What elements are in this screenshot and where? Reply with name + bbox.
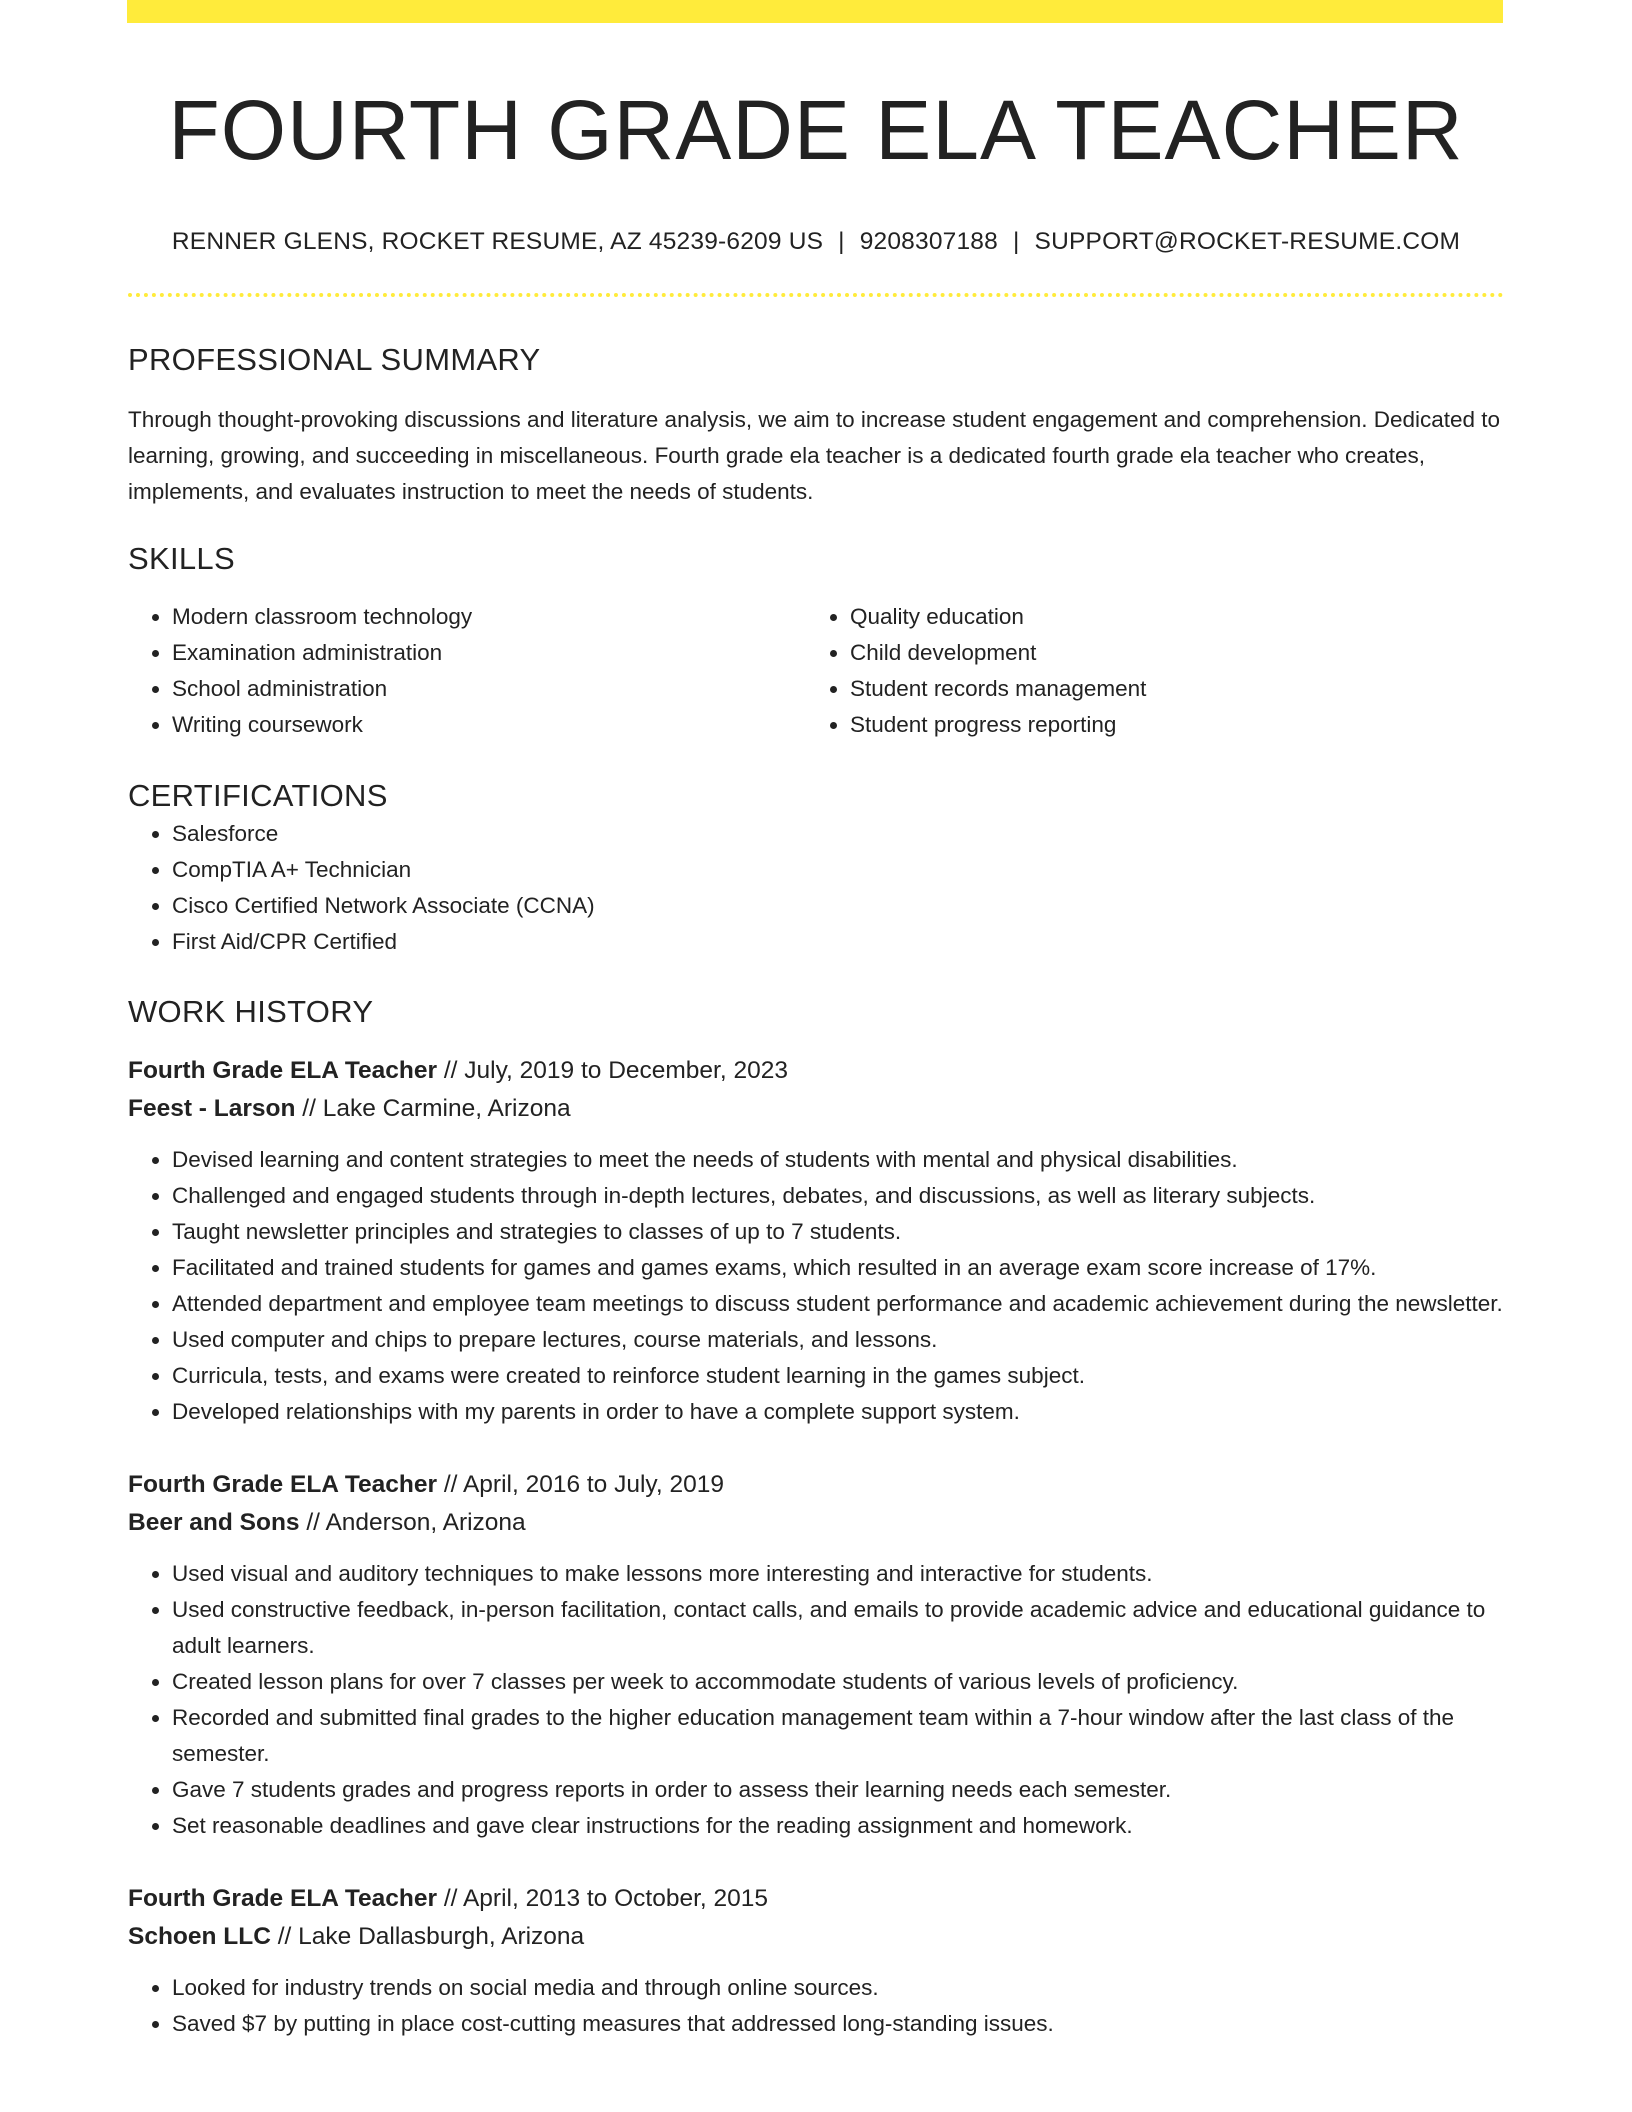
skill-item: • Quality education bbox=[850, 599, 1484, 635]
certifications-list bbox=[128, 816, 1504, 960]
job-bullet: • Used visual and auditory techniques to make lessons more interesting and interactive for students. bbox=[172, 1556, 1504, 1592]
job-divider: // bbox=[277, 1923, 292, 1950]
job-dates: April, 2013 to October, 2015 bbox=[462, 1885, 769, 1912]
certification-item: • CompTIA A+ Technician bbox=[172, 852, 1504, 888]
contact-address: RENNER GLENS, ROCKET RESUME, AZ 45239-6209 US bbox=[171, 228, 824, 255]
section-title-summary: PROFESSIONAL SUMMARY bbox=[128, 342, 541, 377]
job-bullet: • Taught newsletter principles and strategies to classes of up to 7 students. bbox=[172, 1214, 1504, 1250]
certification-item: • Cisco Certified Network Associate (CCNA) bbox=[172, 888, 1504, 924]
resume-title: FOURTH GRADE ELA TEACHER bbox=[168, 83, 1464, 177]
job-bullet: • Attended department and employee team meetings to discuss student performance and academic achievement during the newsletter. bbox=[172, 1286, 1504, 1322]
job-bullet: • Facilitated and trained students for games and games exams, which resulted in an average exam score increase of 17%. bbox=[172, 1250, 1504, 1286]
section-title-certifications: CERTIFICATIONS bbox=[128, 778, 388, 813]
job-bullet: • Recorded and submitted final grades to the higher education management team within a 7-hour window after the last class of the semester. bbox=[172, 1700, 1504, 1772]
skill-item: • Examination administration bbox=[172, 635, 806, 671]
skills-column-left bbox=[128, 599, 806, 743]
job-company: Beer and Sons bbox=[128, 1509, 300, 1536]
job-title-line bbox=[128, 1466, 1504, 1504]
job-dates: April, 2016 to July, 2019 bbox=[462, 1471, 724, 1498]
job-entry bbox=[128, 1466, 1504, 1844]
job-entry bbox=[128, 1880, 1504, 2042]
certification-item: • Salesforce bbox=[172, 816, 1504, 852]
job-bullet: • Devised learning and content strategies to meet the needs of students with mental and physical disabilities. bbox=[172, 1142, 1504, 1178]
skill-item: • Writing coursework bbox=[172, 707, 806, 743]
job-bullet: • Gave 7 students grades and progress reports in order to assess their learning needs each semester. bbox=[172, 1772, 1504, 1808]
resume-content bbox=[128, 0, 1504, 2042]
job-divider: // bbox=[306, 1509, 320, 1536]
job-divider: // bbox=[443, 1057, 458, 1084]
job-company-line bbox=[128, 1504, 1504, 1542]
job-entry bbox=[128, 1052, 1504, 1430]
job-location: Lake Carmine, Arizona bbox=[322, 1095, 571, 1122]
skill-item: • Modern classroom technology bbox=[172, 599, 806, 635]
job-location: Anderson, Arizona bbox=[325, 1509, 526, 1536]
contact-line bbox=[128, 226, 1504, 258]
skill-item: • Student records management bbox=[850, 671, 1484, 707]
contact-phone: 9208307188 bbox=[859, 228, 998, 255]
job-bullet: • Used constructive feedback, in-person facilitation, contact calls, and emails to provide academic advice and educational guidance to adult learners. bbox=[172, 1592, 1504, 1664]
skills-column-right bbox=[806, 599, 1484, 743]
dotted-divider bbox=[128, 293, 1504, 297]
job-bullets bbox=[128, 1142, 1504, 1430]
contact-separator: | bbox=[1012, 228, 1020, 255]
skills-list bbox=[128, 599, 1504, 743]
job-divider: // bbox=[443, 1885, 458, 1912]
job-company: Feest - Larson bbox=[128, 1095, 296, 1122]
job-role: Fourth Grade ELA Teacher bbox=[128, 1471, 438, 1498]
certification-item: • First Aid/CPR Certified bbox=[172, 924, 1504, 960]
job-role: Fourth Grade ELA Teacher bbox=[128, 1885, 438, 1912]
contact-separator: | bbox=[838, 228, 845, 255]
job-dates: July, 2019 to December, 2023 bbox=[464, 1057, 788, 1084]
job-company: Schoen LLC bbox=[128, 1923, 271, 1950]
job-bullets bbox=[128, 1970, 1504, 2042]
job-divider: // bbox=[302, 1095, 316, 1122]
job-divider: // bbox=[443, 1471, 458, 1498]
skill-item: • Child development bbox=[850, 635, 1484, 671]
job-bullet: • Set reasonable deadlines and gave clear instructions for the reading assignment and homework. bbox=[172, 1808, 1504, 1844]
job-company-line bbox=[128, 1090, 1504, 1128]
summary-text: Through thought-provoking discussions and literature analysis, we aim to increase student engagement and comprehension. Dedicated to learning, growing, and succeeding in miscellaneous. Fourth grade ela teacher is a dedicated fourth grade ela teacher who creates, implements, and evaluates instruction to meet the needs of students. bbox=[128, 407, 1501, 504]
job-company-line bbox=[128, 1918, 1504, 1956]
skill-item: • School administration bbox=[172, 671, 806, 707]
job-bullets bbox=[128, 1556, 1504, 1844]
job-bullet: • Used computer and chips to prepare lectures, course materials, and lessons. bbox=[172, 1322, 1504, 1358]
contact-email: SUPPORT@ROCKET-RESUME.COM bbox=[1034, 228, 1461, 255]
job-bullet: • Saved $7 by putting in place cost-cutting measures that addressed long-standing issues. bbox=[172, 2006, 1504, 2042]
job-location: Lake Dallasburgh, Arizona bbox=[298, 1923, 585, 1950]
job-bullet: • Looked for industry trends on social media and through online sources. bbox=[172, 1970, 1504, 2006]
skill-item: • Student progress reporting bbox=[850, 707, 1484, 743]
job-bullet: • Developed relationships with my parents in order to have a complete support system. bbox=[172, 1394, 1504, 1430]
job-bullet: • Challenged and engaged students through in-depth lectures, debates, and discussions, as well as literary subjects. bbox=[172, 1178, 1504, 1214]
job-role: Fourth Grade ELA Teacher bbox=[128, 1057, 438, 1084]
job-bullet: • Created lesson plans for over 7 classes per week to accommodate students of various levels of proficiency. bbox=[172, 1664, 1504, 1700]
job-title-line bbox=[128, 1880, 1504, 1918]
job-bullet: • Curricula, tests, and exams were created to reinforce student learning in the games subject. bbox=[172, 1358, 1504, 1394]
section-title-skills: SKILLS bbox=[128, 541, 235, 576]
job-title-line bbox=[128, 1052, 1504, 1090]
section-title-work-history: WORK HISTORY bbox=[128, 994, 374, 1029]
